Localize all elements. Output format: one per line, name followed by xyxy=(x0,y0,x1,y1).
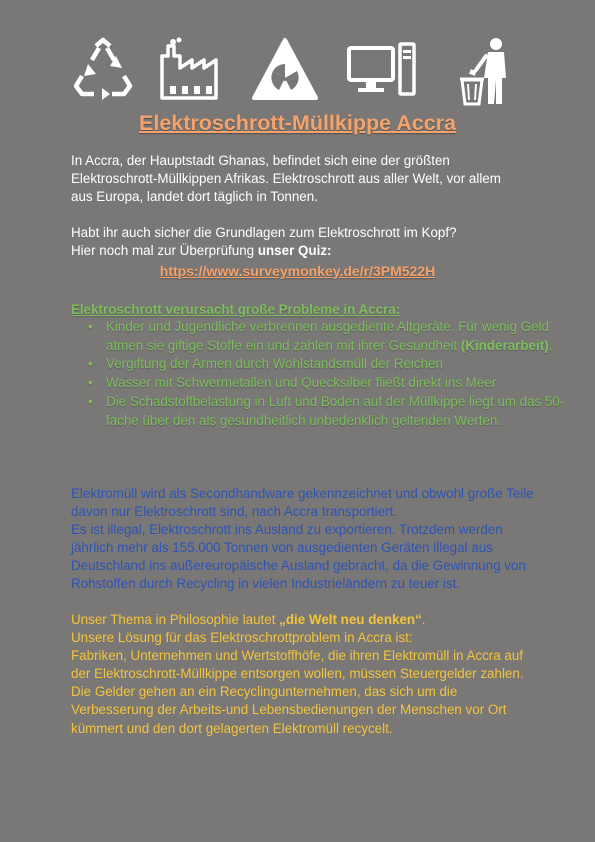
quiz-label: unser Quiz: xyxy=(257,243,332,258)
quiz-prefix: Hier noch mal zur Überprüfung xyxy=(71,243,258,258)
solution-line: Unsere Lösung für das Elektroschrottproblem in Accra ist: xyxy=(71,630,413,646)
solution-line: Die Gelder gehen an ein Recyclingunternehmen, das sich um die Verbesserung der Arbeits-und Lebensbedienungen der Menschen vor Ort kümmert und den dort gelagerten Elektromüll recycelt. xyxy=(71,684,507,736)
problems-heading: Elektroschrott verursacht große Probleme in Accra: xyxy=(71,302,401,317)
person-disposing-trash-icon xyxy=(456,36,516,106)
intro-line: In Accra, der Hauptstadt Ghanas, befindet sich eine der größten xyxy=(71,153,450,168)
quiz-line xyxy=(71,242,541,260)
list-item xyxy=(106,318,566,355)
export-paragraph xyxy=(71,485,541,594)
solution-line xyxy=(71,611,541,629)
intro-paragraph xyxy=(71,152,541,206)
icon-row xyxy=(68,36,528,106)
solution-line: Fabriken, Unternehmen und Wertstoffhöfe, die ihren Elektromüll in Accra auf der Elektroschrott-Müllkippe entsorgen wollen, müssen Steuergelder zahlen. xyxy=(71,648,524,682)
list-item: • Wasser mit Schwermetallen und Quecksilber fließt direkt ins Meer xyxy=(106,374,566,393)
quiz-link[interactable]: https://www.surveymonkey.de/r/3PM522H xyxy=(159,263,436,279)
page-title: Elektroschrott-Müllkippe Accra xyxy=(139,111,456,135)
solution-end: . xyxy=(421,612,426,627)
intro-line: Elektroschrott-Müllkippen Afrikas. Elektroschrott aus aller Welt, vor allem xyxy=(71,171,501,186)
list-item: • Die Schadstoffbelastung in Luft und Boden auf der Müllkippe liegt um das 50-fache über den als gesundheitlich unbedenklich geltenden Werten. xyxy=(106,393,566,430)
factory-icon xyxy=(158,36,220,100)
problem-text: Kinder und Jugendliche verbrennen ausgediente Altgeräte. Für wenig Geld atmen sie giftige Stoffe ein und zahlen mit ihrer Gesundheit xyxy=(106,319,549,353)
solution-theme: „die Welt neu denken“ xyxy=(279,612,422,627)
solution-prefix: Unser Thema in Philosophie lautet xyxy=(71,612,280,627)
export-text: Elektromüll wird als Secondhandware gekennzeichnet und obwohl große Teile davon nur Elektroschrott sind, nach Accra transportiert. xyxy=(71,486,534,520)
problem-end: . xyxy=(548,337,553,353)
computer-icon xyxy=(346,36,418,100)
quiz-line: Habt ihr auch sicher die Grundlagen zum Elektroschrott im Kopf? xyxy=(71,225,457,240)
recycle-icon xyxy=(72,36,134,100)
quiz-link-row xyxy=(0,263,595,281)
export-text: Es ist illegal, Elektroschrott ins Ausland zu exportieren. Trotzdem werden jährlich mehr als 155.000 Tonnen von ausgedienten Geräten illegal aus Deutschland ins außereuropäische Ausland gebracht, da die Gewinnung von Rohstoffen durch Recycling in vielen Industrieländern zu teuer ist. xyxy=(71,522,526,592)
intro-line: aus Europa, landet dort täglich in Tonnen. xyxy=(71,189,318,204)
solution-paragraph xyxy=(71,611,541,738)
problems-list xyxy=(71,318,566,430)
problem-bold: (Kinderarbeit) xyxy=(460,337,549,353)
list-item: • Vergiftung der Armen durch Wohlstandsmüll der Reichen xyxy=(106,355,566,374)
quiz-paragraph xyxy=(71,224,541,260)
radiation-hazard-icon xyxy=(250,36,320,102)
